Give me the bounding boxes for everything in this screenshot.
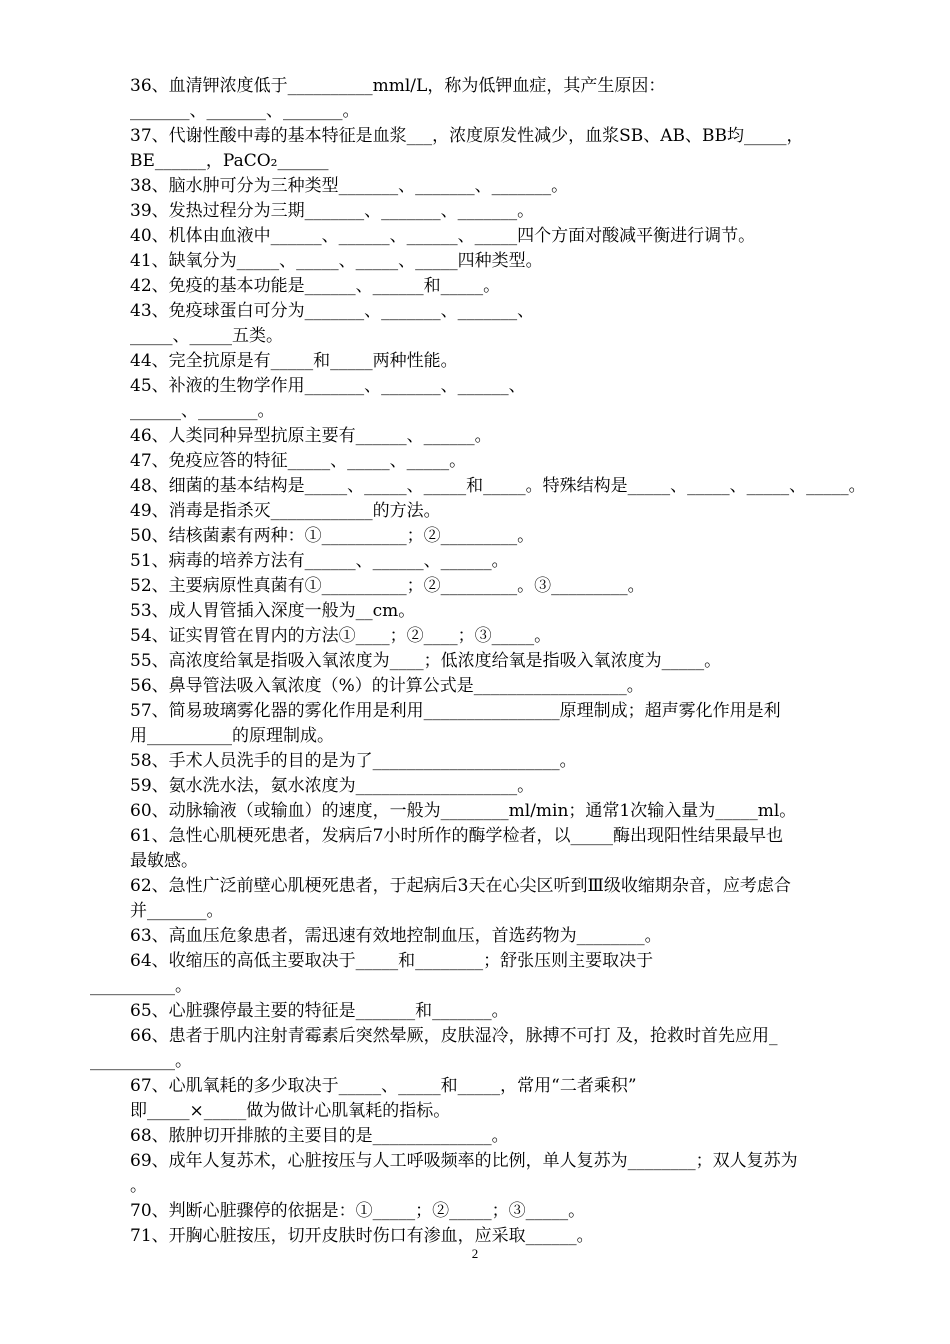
question-53: 53、成人胃管插入深度一般为__cm。 [130, 601, 416, 621]
question-61: 61、急性心肌梗死患者，发病后7小时所作的酶学检者，以_____酶出现阳性结果最早也 [130, 826, 783, 846]
question-67: 67、心肌氧耗的多少取决于_____、_____和_____，常用“二者乘积” [130, 1076, 637, 1096]
question-48: 48、细菌的基本结构是_____、_____、_____和_____。特殊结构是_____、_____、_____、_____。 [130, 476, 866, 496]
question-45: 45、补液的生物学作用_______、_______、______、 [130, 376, 526, 396]
question-57-cont: 用__________的原理制成。 [130, 726, 334, 746]
question-46: 46、人类同种异型抗原主要有______、______。 [130, 426, 492, 446]
question-43: 43、免疫球蛋白可分为_______、_______、_______、 [130, 301, 535, 321]
question-37-cont: BE______，PaCO₂______ [130, 151, 329, 171]
question-64: 64、收缩压的高低主要取决于_____和________；舒张压则主要取决于 [130, 951, 654, 971]
question-50: 50、结核菌素有两种：①__________；②_________。 [130, 526, 535, 546]
question-62: 62、急性广泛前壁心肌梗死患者，于起病后3天在心尖区听到Ⅲ级收缩期杂音，应考虑合 [130, 876, 791, 896]
question-54: 54、证实胃管在胃内的方法①____；②____；③_____。 [130, 626, 552, 646]
question-63: 63、高血压危象患者，需迅速有效地控制血压，首选药物为________。 [130, 926, 662, 946]
question-39: 39、发热过程分为三期_______、_______、_______。 [130, 201, 535, 221]
question-55: 55、高浓度给氧是指吸入氧浓度为____；低浓度给氧是指吸入氧浓度为_____。 [130, 651, 722, 671]
question-67-cont: 即_____×_____做为做计心肌氧耗的指标。 [130, 1101, 451, 1121]
question-56: 56、鼻导管法吸入氧浓度（%）的计算公式是__________________。 [130, 676, 644, 696]
question-65: 65、心脏骤停最主要的特征是_______和_______。 [130, 1001, 509, 1021]
question-42: 42、免疫的基本功能是______、______和_____。 [130, 276, 501, 296]
question-68: 68、脓肿切开排脓的主要目的是______________。 [130, 1126, 509, 1146]
question-49: 49、消毒是指杀灭____________的方法。 [130, 501, 441, 521]
question-51: 51、病毒的培养方法有______、______、______。 [130, 551, 509, 571]
question-44: 44、完全抗原是有_____和_____两种性能。 [130, 351, 458, 371]
question-43-cont: _____、_____五类。 [130, 326, 283, 346]
question-61-cont: 最敏感。 [130, 851, 198, 871]
question-36-cont: _______、_______、_______。 [130, 101, 360, 121]
question-71: 71、开胸心脏按压，切开皮肤时伤口有渗血，应采取______。 [130, 1226, 594, 1246]
question-62-cont: 并_______。 [130, 901, 224, 921]
question-69: 69、成年人复苏术，心脏按压与人工呼吸频率的比例，单人复苏为________；双人复苏为 [130, 1151, 798, 1171]
page-number: 2 [471, 1246, 479, 1261]
question-66-cont: __________。 [90, 1051, 192, 1071]
question-36: 36、血清钾浓度低于__________mml/L，称为低钾血症，其产生原因： [130, 76, 666, 96]
question-69-cont: 。 [130, 1176, 147, 1196]
question-37: 37、代谢性酸中毒的基本特征是血浆___，浓度原发性减少，血浆SB、AB、BB均_____， [130, 126, 804, 146]
question-59: 59、氨水洗水法，氨水浓度为___________________。 [130, 776, 535, 796]
question-38: 38、脑水肿可分为三种类型_______、_______、_______。 [130, 176, 569, 196]
question-52: 52、主要病原性真菌有①__________；②_________。③_________。 [130, 576, 645, 596]
question-40: 40、机体由血液中______、______、______、_____四个方面对酸减平衡进行调节。 [130, 226, 756, 246]
question-66: 66、患者于肌内注射青霉素后突然晕厥，皮肤湿冷，脉搏不可打 及，抢救时首先应用_ [130, 1026, 778, 1046]
question-47: 47、免疫应答的特征_____、_____、_____。 [130, 451, 467, 471]
question-70: 70、判断心脏骤停的依据是：①_____；②_____；③_____。 [130, 1201, 586, 1221]
question-60: 60、动脉输液（或输血）的速度，一般为________ml/min；通常1次输入量为_____ml。 [130, 801, 797, 821]
question-58: 58、手术人员洗手的目的是为了______________________。 [130, 751, 577, 771]
question-45-cont: ______、_______。 [130, 401, 275, 421]
question-64-cont: __________。 [90, 976, 192, 996]
question-41: 41、缺氧分为_____、_____、_____、_____四种类型。 [130, 251, 543, 271]
question-57: 57、简易玻璃雾化器的雾化作用是利用________________原理制成；超声雾化作用是利 [130, 701, 781, 721]
